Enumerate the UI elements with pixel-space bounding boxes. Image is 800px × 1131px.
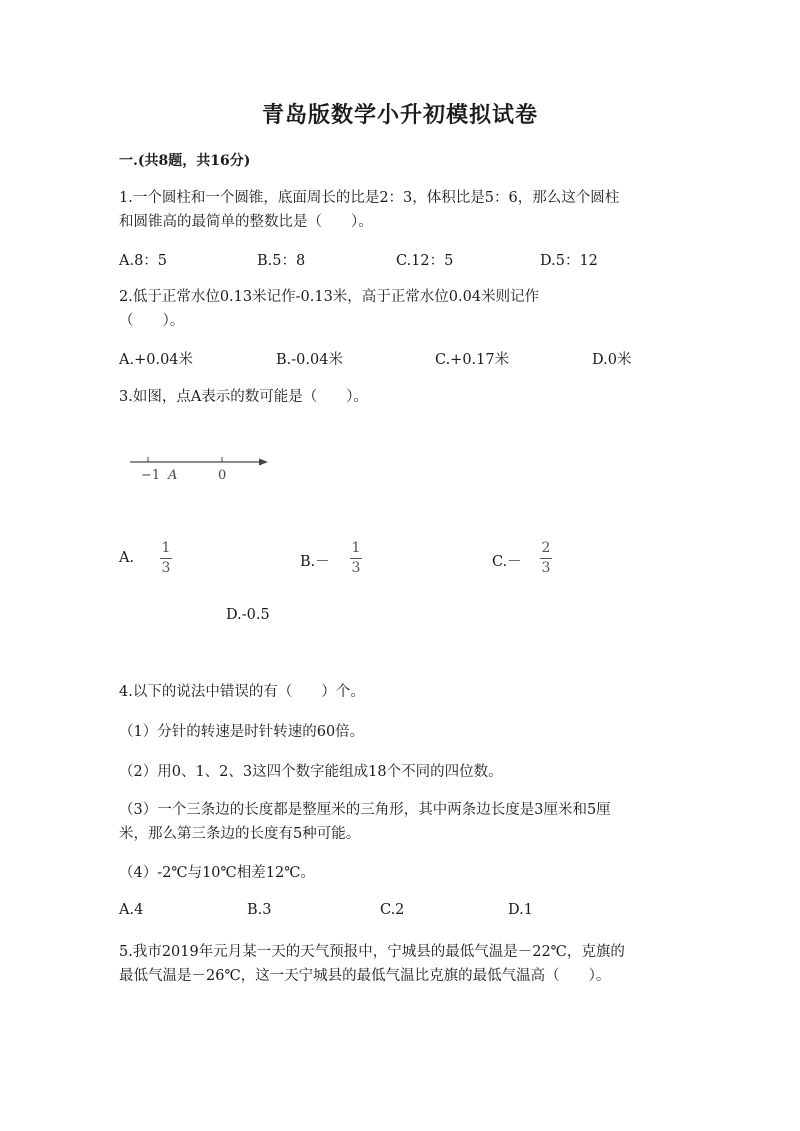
q2-option-c[interactable]: C.+0.17米 <box>435 352 510 368</box>
q3-option-a-fraction <box>160 540 172 576</box>
q1-option-c[interactable]: C.12：5 <box>396 253 454 269</box>
number-line-figure <box>128 446 278 486</box>
section-heading: 一.(共8题，共16分) <box>119 153 251 169</box>
numerator: 1 <box>161 540 171 556</box>
q1-option-d[interactable]: D.5：12 <box>540 253 598 269</box>
q1-text-line1: 1.一个圆柱和一个圆锥，底面周长的比是2：3，体积比是5：6，那么这个圆柱 <box>119 190 620 206</box>
q3-option-c[interactable]: C.－ <box>492 554 522 570</box>
label-minus-one: −1 <box>141 468 161 483</box>
q4-option-d[interactable]: D.1 <box>508 902 533 918</box>
q1-text-line2: 和圆锥高的最简单的整数比是（ ）。 <box>119 214 373 230</box>
q3-option-b-fraction <box>350 540 362 576</box>
q2-text-line2: （ ）。 <box>119 313 185 329</box>
numerator: 1 <box>351 540 361 556</box>
q3-option-c-fraction <box>540 540 552 576</box>
q4-statement-1: （1）分针的转速是时针转速的60倍。 <box>119 724 365 740</box>
q5-text-line2: 最低气温是－26℃，这一天宁城县的最低气温比克旗的最低气温高（ ）。 <box>119 968 611 984</box>
denominator: 3 <box>161 560 171 576</box>
q4-statement-4: （4）-2℃与10℃相差12℃。 <box>119 865 315 881</box>
q2-option-a[interactable]: A.+0.04米 <box>119 352 194 368</box>
q5-text-line1: 5.我市2019年元月某一天的天气预报中，宁城县的最低气温是－22℃，克旗的 <box>119 944 625 960</box>
q1-option-a[interactable]: A.8：5 <box>119 253 168 269</box>
q4-statement-3-line1: （3）一个三条边的长度都是整厘米的三角形，其中两条边长度是3厘米和5厘 <box>119 802 611 818</box>
fraction-bar <box>350 558 362 559</box>
q2-option-b[interactable]: B.-0.04米 <box>276 352 343 368</box>
numerator: 2 <box>541 540 551 556</box>
fraction-bar <box>160 558 172 559</box>
q3-text: 3.如图，点A表示的数可能是（ ）。 <box>119 389 369 405</box>
denominator: 3 <box>541 560 551 576</box>
label-zero: 0 <box>218 468 227 483</box>
denominator: 3 <box>351 560 361 576</box>
q2-text-line1: 2.低于正常水位0.13米记作-0.13米，高于正常水位0.04米则记作 <box>119 289 540 305</box>
label-point-a: A <box>168 468 178 483</box>
q4-option-b[interactable]: B.3 <box>247 902 272 918</box>
q4-option-c[interactable]: C.2 <box>380 902 405 918</box>
q3-option-d[interactable]: D.-0.5 <box>226 607 270 623</box>
page-title: 青岛版数学小升初模拟试卷 <box>261 102 538 128</box>
q4-option-a[interactable]: A.4 <box>119 902 144 918</box>
q3-option-b[interactable]: B.－ <box>300 554 330 570</box>
number-line-arrow <box>259 459 268 466</box>
q2-option-d[interactable]: D.0米 <box>592 352 632 368</box>
q4-text: 4.以下的说法中错误的有（ ）个。 <box>119 684 365 700</box>
fraction-bar <box>540 558 552 559</box>
q4-statement-3-line2: 米，那么第三条边的长度有5种可能。 <box>119 826 361 842</box>
q4-statement-2: （2）用0、1、2、3这四个数字能组成18个不同的四位数。 <box>119 764 503 780</box>
q3-option-a[interactable]: A. <box>119 550 135 566</box>
q1-option-b[interactable]: B.5：8 <box>257 253 306 269</box>
